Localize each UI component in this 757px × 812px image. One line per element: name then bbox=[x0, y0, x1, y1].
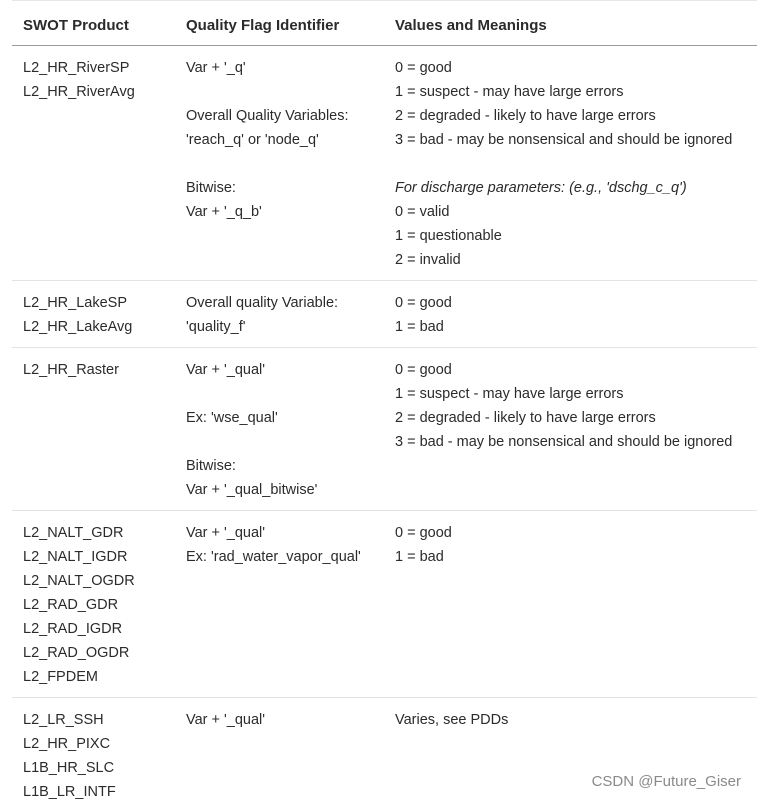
product-name: L2_LR_SSH bbox=[23, 708, 175, 732]
flag-text: Var + '_q' bbox=[186, 56, 384, 80]
value-text: Varies, see PDDs bbox=[395, 708, 757, 732]
spacer bbox=[186, 80, 384, 104]
value-text: 0 = good bbox=[395, 291, 757, 315]
table-header-row bbox=[12, 4, 757, 46]
values-cell bbox=[384, 281, 757, 348]
flag-text: Bitwise: bbox=[186, 176, 384, 200]
value-text: 1 = bad bbox=[395, 545, 757, 569]
header-quality-flag-identifier: Quality Flag Identifier bbox=[175, 4, 384, 46]
table-row bbox=[12, 281, 757, 348]
spacer bbox=[186, 430, 384, 454]
flag-cell bbox=[175, 348, 384, 511]
product-name: L2_RAD_IGDR bbox=[23, 617, 175, 641]
value-text: 0 = good bbox=[395, 358, 757, 382]
flag-cell bbox=[175, 511, 384, 698]
flag-text: Ex: 'rad_water_vapor_qual' bbox=[186, 545, 384, 569]
flag-text: Var + '_qual' bbox=[186, 358, 384, 382]
values-cell bbox=[384, 46, 757, 281]
product-cell bbox=[12, 46, 175, 281]
values-cell bbox=[384, 348, 757, 511]
value-text: 2 = degraded - likely to have large errors bbox=[395, 104, 757, 128]
product-cell bbox=[12, 511, 175, 698]
value-text: 1 = questionable bbox=[395, 224, 757, 248]
quality-flag-table bbox=[12, 4, 757, 812]
header-values-and-meanings: Values and Meanings bbox=[384, 4, 757, 46]
values-cell bbox=[384, 698, 757, 812]
product-name: L2_HR_LakeAvg bbox=[23, 315, 175, 339]
flag-text: Ex: 'wse_qual' bbox=[186, 406, 384, 430]
spacer bbox=[186, 152, 384, 176]
flag-text: Overall Quality Variables: bbox=[186, 104, 384, 128]
table-row bbox=[12, 511, 757, 698]
product-cell bbox=[12, 281, 175, 348]
product-name: L2_FPDEM bbox=[23, 665, 175, 689]
flag-text: 'reach_q' or 'node_q' bbox=[186, 128, 384, 152]
product-name: L2_RAD_OGDR bbox=[23, 641, 175, 665]
value-text: 3 = bad - may be nonsensical and should be ignored bbox=[395, 430, 757, 454]
value-text: 1 = suspect - may have large errors bbox=[395, 80, 757, 104]
flag-text: Overall quality Variable: bbox=[186, 291, 384, 315]
product-name: L1B_LR_INTF bbox=[23, 780, 175, 804]
spacer bbox=[395, 152, 757, 176]
value-text: 2 = invalid bbox=[395, 248, 757, 272]
product-name: L2_HR_LakeSP bbox=[23, 291, 175, 315]
header-swot-product: SWOT Product bbox=[12, 4, 175, 46]
table-row bbox=[12, 348, 757, 511]
flag-text: 'quality_f' bbox=[186, 315, 384, 339]
table-row bbox=[12, 698, 757, 812]
product-name: L2_NALT_OGDR bbox=[23, 569, 175, 593]
value-text: 2 = degraded - likely to have large errors bbox=[395, 406, 757, 430]
product-name: L2_HR_RiverAvg bbox=[23, 80, 175, 104]
watermark: CSDN @Future_Giser bbox=[592, 773, 741, 790]
product-name: L2_HR_PIXC bbox=[23, 732, 175, 756]
flag-text: Var + '_qual' bbox=[186, 521, 384, 545]
flag-cell bbox=[175, 46, 384, 281]
product-name: L2_HR_RiverSP bbox=[23, 56, 175, 80]
product-cell bbox=[12, 698, 175, 812]
product-name: L1B_HR_SLC bbox=[23, 756, 175, 780]
flag-cell bbox=[175, 698, 384, 812]
values-cell bbox=[384, 511, 757, 698]
value-text: 0 = good bbox=[395, 521, 757, 545]
product-name: L2_NALT_IGDR bbox=[23, 545, 175, 569]
value-text: 0 = valid bbox=[395, 200, 757, 224]
spacer bbox=[186, 382, 384, 406]
flag-text: Var + '_qual' bbox=[186, 708, 384, 732]
product-name: L2_RAD_GDR bbox=[23, 593, 175, 617]
discharge-note: For discharge parameters: (e.g., 'dschg_c_q') bbox=[395, 176, 757, 200]
flag-text: Var + '_q_b' bbox=[186, 200, 384, 224]
value-text: 1 = bad bbox=[395, 315, 757, 339]
top-rule bbox=[12, 0, 757, 1]
product-name: L2_NALT_GDR bbox=[23, 521, 175, 545]
flag-text: Bitwise: bbox=[186, 454, 384, 478]
product-name: L2_HR_Raster bbox=[23, 358, 175, 382]
table-row bbox=[12, 46, 757, 281]
flag-text: Var + '_qual_bitwise' bbox=[186, 478, 384, 502]
value-text: 0 = good bbox=[395, 56, 757, 80]
value-text: 1 = suspect - may have large errors bbox=[395, 382, 757, 406]
product-cell bbox=[12, 348, 175, 511]
value-text: 3 = bad - may be nonsensical and should be ignored bbox=[395, 128, 757, 152]
flag-cell bbox=[175, 281, 384, 348]
